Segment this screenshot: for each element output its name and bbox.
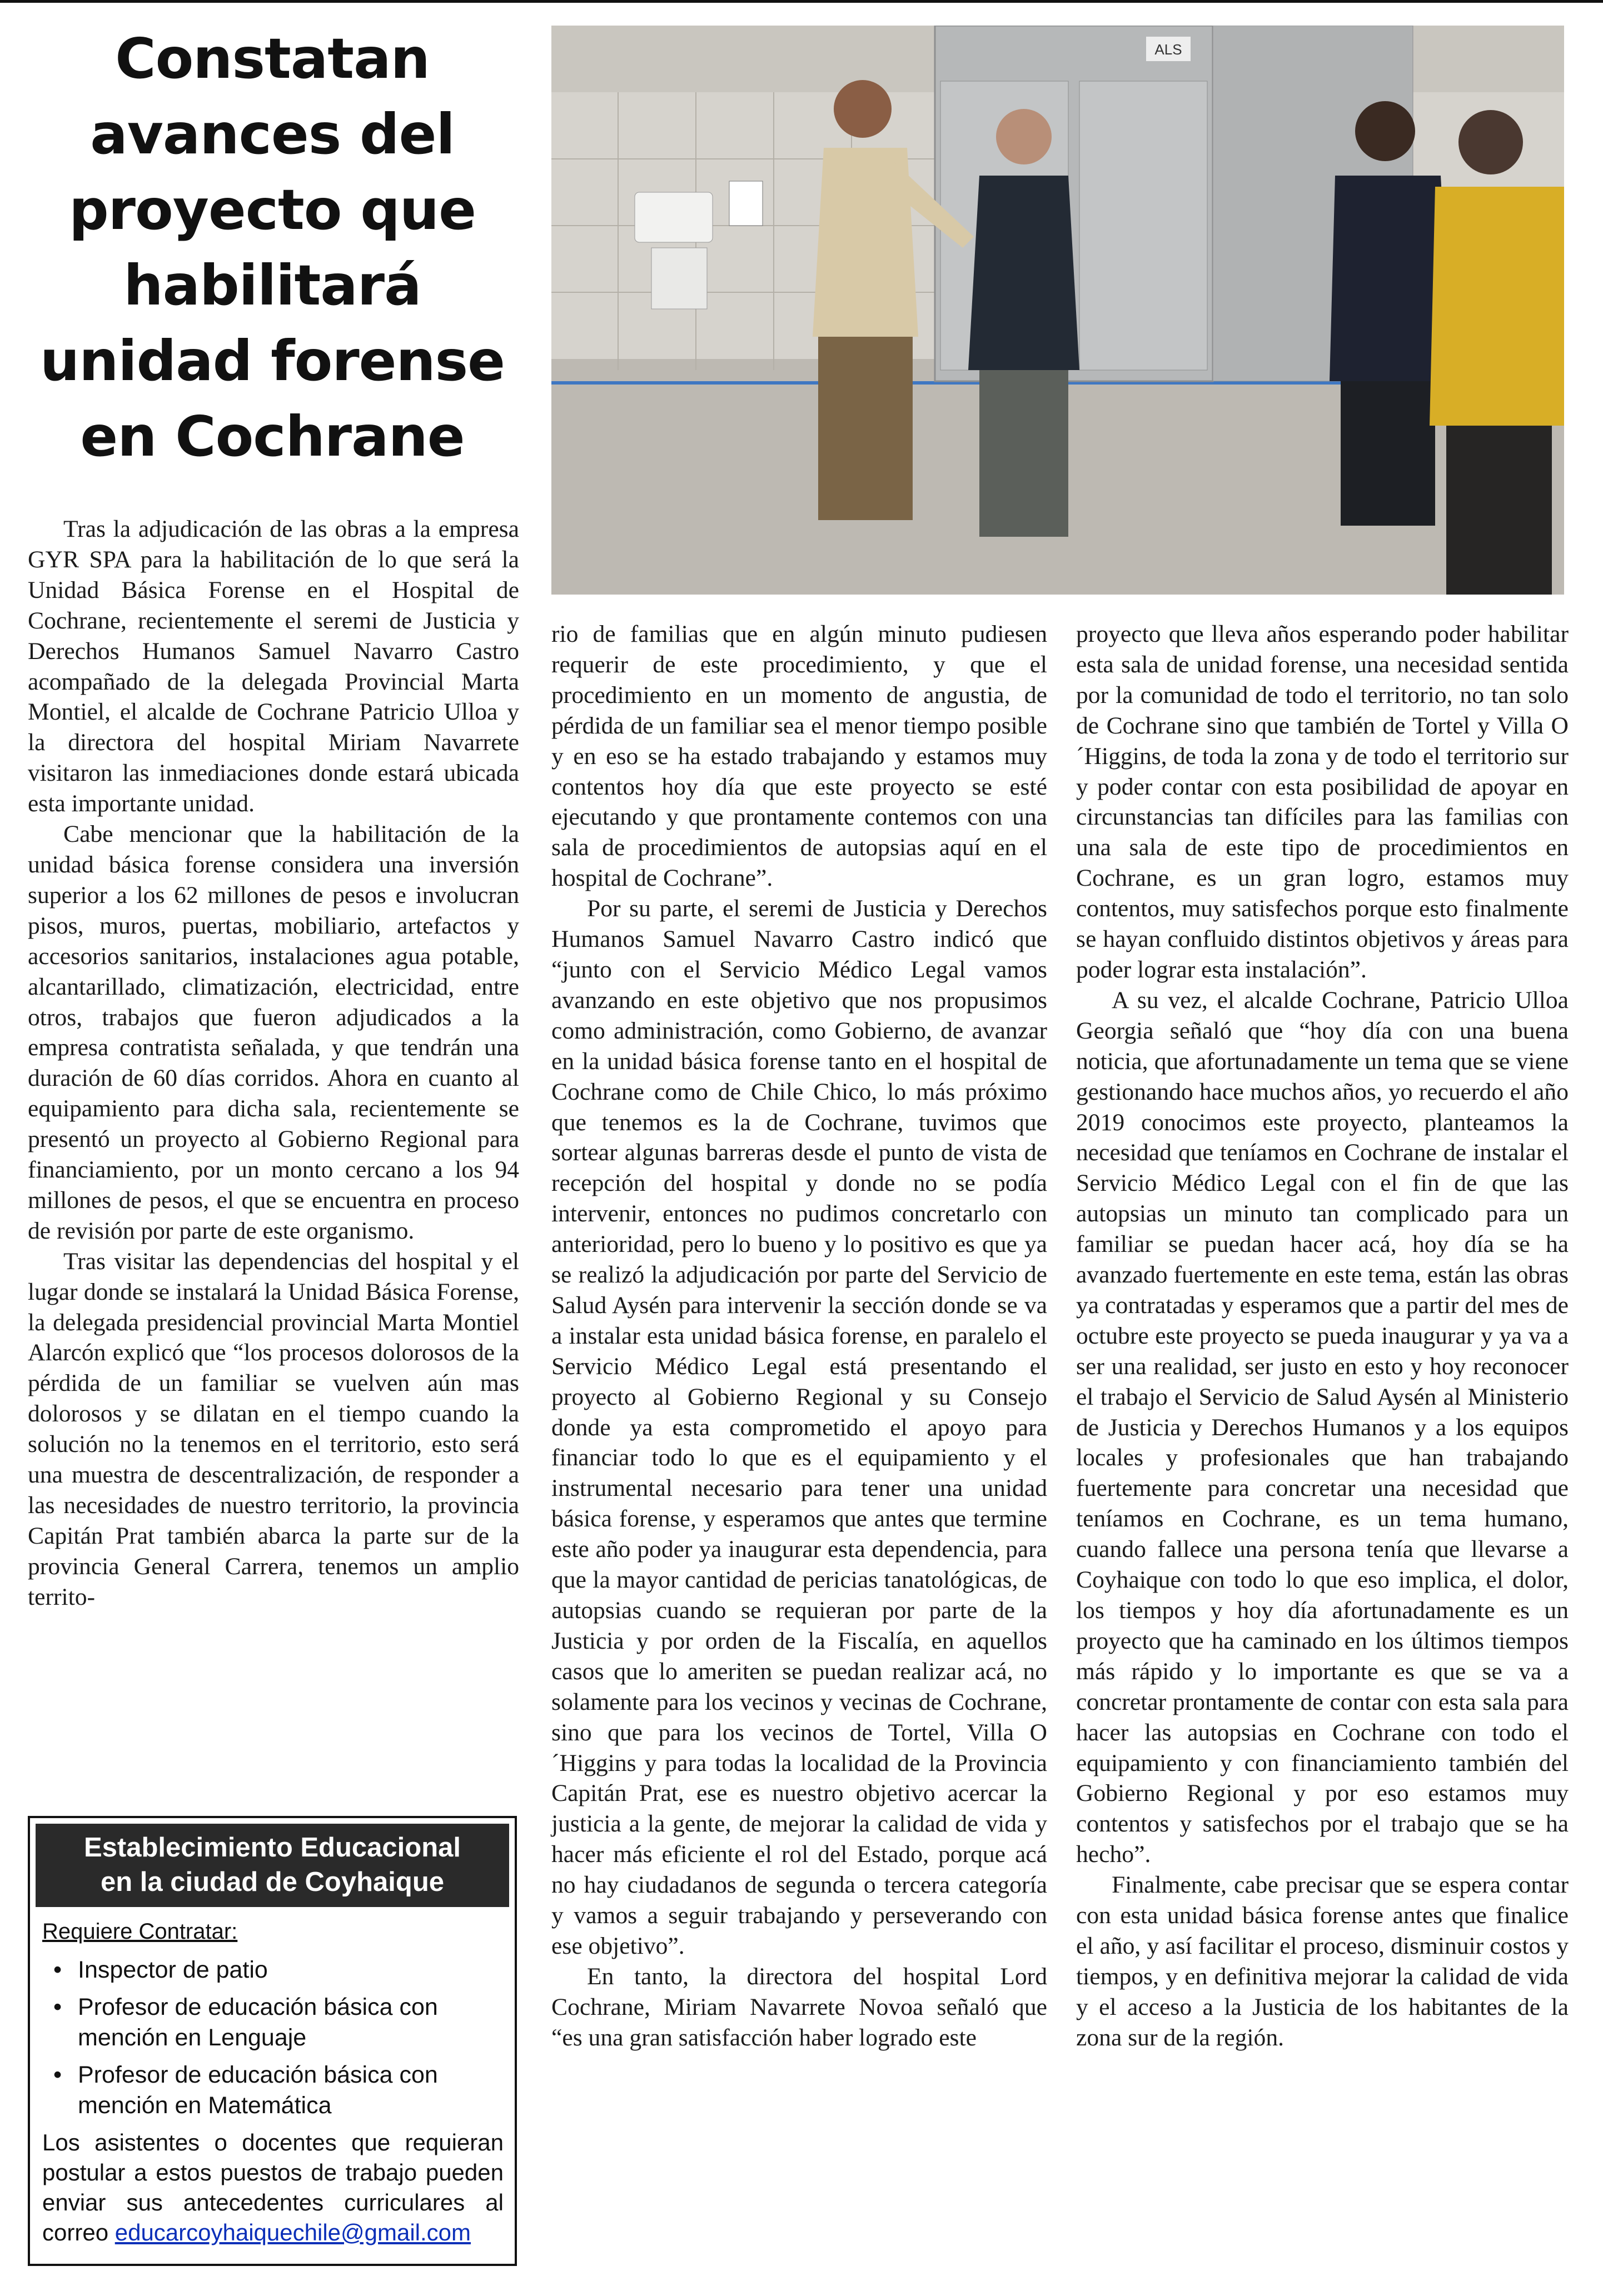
bullet-icon: • [53, 1994, 62, 2020]
article-photo [551, 26, 1564, 595]
article-column-2 [551, 619, 1047, 2053]
cabinet-label: ALS [1154, 41, 1182, 58]
bullet-icon: • [53, 1956, 62, 1983]
ad-requirement-label: Requiere Contratar: [42, 1919, 238, 1944]
ad-footer [42, 2128, 504, 2248]
top-rule [0, 0, 1603, 3]
email-link[interactable]: educarcoyhaiquechile@gmail.com [114, 2219, 471, 2245]
paragraph: rio de familias que en algún minuto pudiesen requerir de este procedimiento, y que el procedimiento en un momento de angustia, de pérdida de un familiar sea el menor tiempo posible y en eso se ha estado trabajando y estamos muy contentos hoy día que este proyecto se esté ejecutando y que prontamente contemos con una sala de procedimientos de autopsias aquí en el hospital de Cochrane”. [551, 621, 1047, 892]
paragraph: Por su parte, el seremi de Justicia y Derechos Humanos Samuel Navarro Castro indicó que “junto con el Servicio Médico Legal vamos avanzando en este objetivo que nos propusimos como administración, como Gobierno, de avanzar en la unidad básica forense tanto en el hospital de Cochrane como de Chile Chico, lo más próximo que tenemos es la de Cochrane, tuvimos que sortear algunas barreras desde el punto de vista de recepción del hospital y donde no se podía intervenir, entonces no pudimos concretarlo con anterioridad, pero lo bueno y lo positivo es que ya se realizó la adjudicación por parte del Servicio de Salud Aysén para intervenir la sección donde se va a instalar esta unidad básica forense, en paralelo el Servicio Médico Legal está presentando el proyecto al Gobierno Regional y su Consejo donde ya esta comprometido el apoyo para financiar todo lo que es el equipamiento y el instrumental necesario para tener una unidad básica forense, y esperamos que antes que termine este año poder ya inaugurar esta dependencia, para que la mayor cantidad de pericias tanatológicas, de autopsias cuando se requieran por parte de la Justicia y por orden de la Fiscalía, en aquellos casos que lo ameriten se puedan realizar acá, no solamente para los vecinos y vecinas de Cochrane, sino que para los vecinos de Tortel, Villa O´Higgins y para todas la localidad de la Provincia Capitán Prat, ese es nuestro objetivo acercar la justicia a la gente, de mejorar la calidad de vida y hacer más eficiente el rol del Estado, porque acá no hay ciudadanos de segunda o tercera categoría y vamos a seguir trabajando y perseverando con ese objetivo”. [551, 895, 1047, 1959]
article-headline: Constatan avances del proyecto que habilitará unidad forense en Cochrane [40, 26, 505, 469]
ad-title [36, 1824, 509, 1907]
paragraph: A su vez, el alcalde Cochrane, Patricio Ulloa Georgia señaló que “hoy día con una buena noticia, que afortunadamente un tema que se viene gestionando hace muchos años, yo recuerdo el año 2019 conocimos este proyecto, planteamos la necesidad que teníamos en Cochrane de instalar el Servicio Médico Legal con el fin de que las autopsias un minuto tan complicado para un familiar se puedan hacer acá, hoy día se ha avanzado fuertemente en este tema, están las obras ya contratadas y esperamos que a partir del mes de octubre este proyecto se pueda inaugurar y ya va a ser una realidad, ser justo en esto y hoy reconocer el trabajo el Servicio de Salud Aysén al Ministerio de Justicia y Derechos Humanos y a los equipos locales y profesionales que han trabajando fuertemente para concretar una necesidad que teníamos en Cochrane, es un tema humano, cuando fallece una persona tenía que llevarse a Coyhaique con todo lo que eso implica, el dolor, los tiempos y hoy día afortunadamente es un proyecto que ha caminado en los últimos tiempos más rápido y lo importante es que se va a concretar prontamente de contar con esta sala para hacer las autopsias en Cochrane con todo el equipamiento y con financiamiento también del Gobierno Regional y por eso estamos muy contentos y satisfechos por el trabajo que se ha hecho”. [1076, 986, 1569, 1868]
article-column-1 [28, 514, 519, 1613]
paragraph: En tanto, la directora del hospital Lord Cochrane, Miriam Navarrete Novoa señaló que “es una gran satisfacción haber logrado este [551, 1963, 1047, 2051]
position-label: Inspector de patio [78, 1956, 268, 1983]
ad-position-list [30, 1955, 515, 2121]
ad-title-line-1: Establecimiento Educacional [83, 1833, 461, 1863]
photo-illustration [551, 26, 1564, 595]
ad-footer-text: Los asistentes o docentes que requieran postular a estos puestos de trabajo pueden enviar sus antecedentes curriculares al correo [42, 2129, 504, 2245]
list-item [49, 2060, 509, 2121]
job-ad-box [28, 1816, 517, 2266]
position-label: Profesor de educación básica con mención en Lenguaje [78, 1994, 438, 2051]
list-item [49, 1992, 509, 2053]
paragraph: Cabe mencionar que la habilitación de la unidad básica forense considera una inversión superior a los 62 millones de pesos e involucran pisos, muros, puertas, mobiliario, artefactos y accesorios sanitarios, instalaciones agua potable, alcantarillado, climatización, electricidad, entre otros, trabajos que fueron adjudicados a la empresa contratista señalada, y que tendrán una duración de 60 días corridos. Ahora en cuanto al equipamiento para dicha sala, recientemente se presentó un proyecto al Gobierno Regional para financiamiento, por un monto cercano a los 94 millones de pesos, el que se encuentra en proceso de revisión por parte de este organismo. [28, 821, 519, 1244]
bullet-icon: • [53, 2062, 62, 2088]
paragraph: proyecto que lleva años esperando poder habilitar esta sala de unidad forense, una necesidad sentida por la comunidad de todo el territorio, no tan solo de Cochrane sino que también de Tortel y Villa O´Higgins, de toda la zona y de todo el territorio sur y poder contar con esta posibilidad de apoyar en circunstancias tan difíciles para las familias con una sala de este tipo de procedimientos en Cochrane, es un gran logro, estamos muy contentos, muy satisfechos porque esto finalmente se hayan confluido distintos objetivos y áreas para poder lograr esta instalación”. [1076, 621, 1569, 983]
paragraph: Finalmente, cabe precisar que se espera contar con esta unidad básica forense antes que finalice el año, y así facilitar el proceso, disminuir costos y tiempos, y en definitiva mejorar la calidad de vida y el acceso a la Justicia de los habitantes de la zona sur de la región. [1076, 1871, 1569, 2051]
list-item [49, 1955, 509, 1985]
paragraph: Tras la adjudicación de las obras a la empresa GYR SPA para la habilitación de lo que será la Unidad Básica Forense en el Hospital de Cochrane, recientemente el seremi de Justicia y Derechos Humanos Samuel Navarro Castro acompañado de la delegada Provincial Marta Montiel, el alcalde de Cochrane Patricio Ulloa y la directora del hospital Miriam Navarrete visitaron las inmediaciones donde estará ubicada esta importante unidad. [28, 516, 519, 817]
article-column-3 [1076, 619, 1569, 2053]
position-label: Profesor de educación básica con mención en Matemática [78, 2062, 438, 2119]
ad-title-line-2: en la ciudad de Coyhaique [100, 1867, 445, 1897]
paragraph: Tras visitar las dependencias del hospital y el lugar donde se instalará la Unidad Básica Forense, la delegada presidencial provincial Marta Montiel Alarcón explicó que “los procesos dolorosos de la pérdida de un familiar se vuelven aún mas dolorosos y se dilatan en el tiempo cuando la solución no la tenemos en el territorio, esto será una muestra de descentralización, de responder a las necesidades de nuestro territorio, la provincia Capitán Prat también abarca la parte sur de la provincia General Carrera, tenemos un amplio territo- [28, 1247, 519, 1610]
